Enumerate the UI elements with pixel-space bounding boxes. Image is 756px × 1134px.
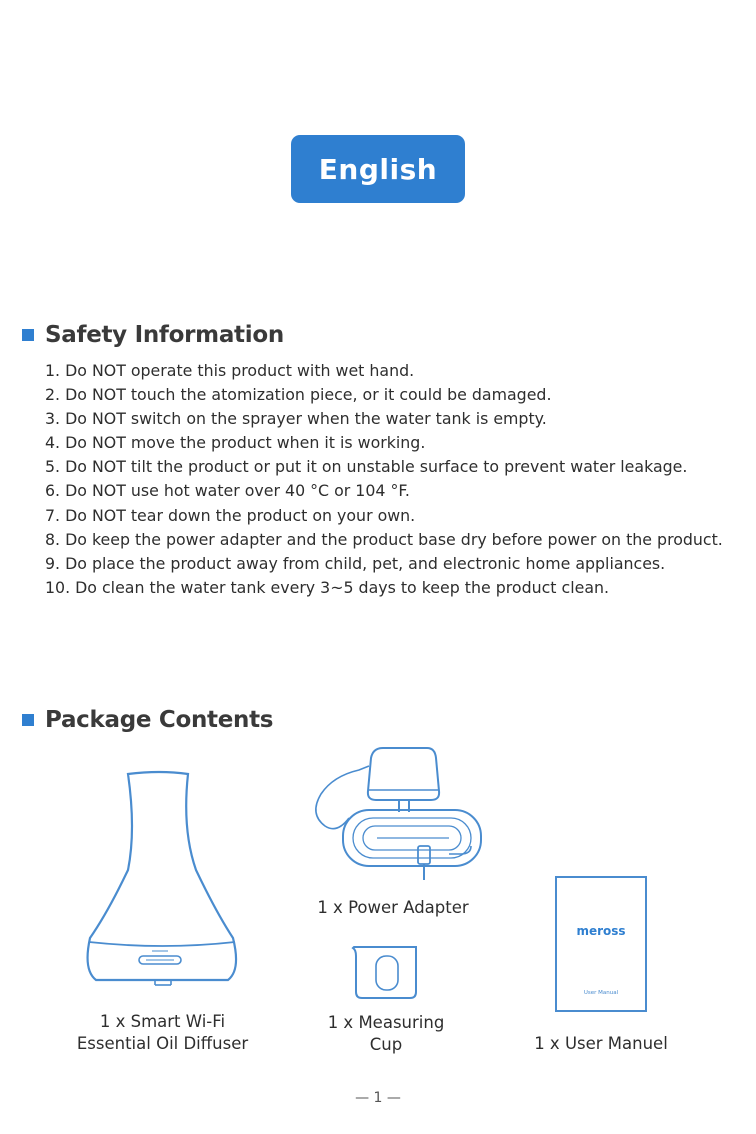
safety-item: 5. Do NOT tilt the product or put it on unstable surface to prevent water leakage.	[45, 457, 688, 477]
diffuser-caption-line2: Essential Oil Diffuser	[76, 1034, 249, 1053]
cup-caption-line1: 1 x Measuring	[327, 1013, 445, 1032]
manual-cover-label: User Manual	[583, 990, 619, 996]
safety-item: 6. Do NOT use hot water over 40 °C or 104 °F.	[45, 481, 410, 501]
safety-item: 9. Do place the product away from child, pet, and electronic home appliances.	[45, 553, 666, 573]
safety-section-heading	[22, 322, 284, 348]
page-number: — 1 —	[355, 1090, 401, 1106]
safety-title: Safety Information	[45, 322, 284, 348]
safety-item: 8. Do keep the power adapter and the product base dry before power on the product.	[45, 529, 723, 549]
package-title: Package Contents	[45, 707, 274, 733]
diffuser-caption-line1: 1 x Smart Wi-Fi	[99, 1012, 226, 1031]
safety-item: 4. Do NOT move the product when it is working.	[45, 433, 426, 453]
safety-item: 10. Do clean the water tank every 3~5 days to keep the product clean.	[45, 577, 610, 597]
manual-brand-logo: meross	[576, 924, 626, 938]
diffuser-caption	[60, 1011, 265, 1055]
diffuser-illustration	[78, 770, 248, 995]
power-adapter-illustration	[303, 746, 485, 888]
safety-item: 1. Do NOT operate this product with wet hand.	[45, 361, 415, 380]
user-manual-illustration	[555, 876, 647, 1012]
language-badge: English	[291, 135, 465, 203]
safety-item: 7. Do NOT tear down the product on your own.	[45, 505, 416, 525]
safety-item: 2. Do NOT touch the atomization piece, or it could be damaged.	[45, 385, 552, 405]
manual-caption: 1 x User Manuel	[534, 1034, 668, 1053]
cup-caption	[300, 1012, 472, 1056]
section-marker	[22, 714, 34, 726]
measuring-cup-illustration	[350, 942, 424, 1002]
safety-list	[45, 359, 735, 600]
adapter-caption: 1 x Power Adapter	[317, 898, 469, 917]
section-marker	[22, 329, 34, 341]
package-section-heading	[22, 707, 273, 733]
safety-item: 3. Do NOT switch on the sprayer when the water tank is empty.	[45, 409, 547, 429]
cup-caption-line2: Cup	[369, 1035, 403, 1054]
